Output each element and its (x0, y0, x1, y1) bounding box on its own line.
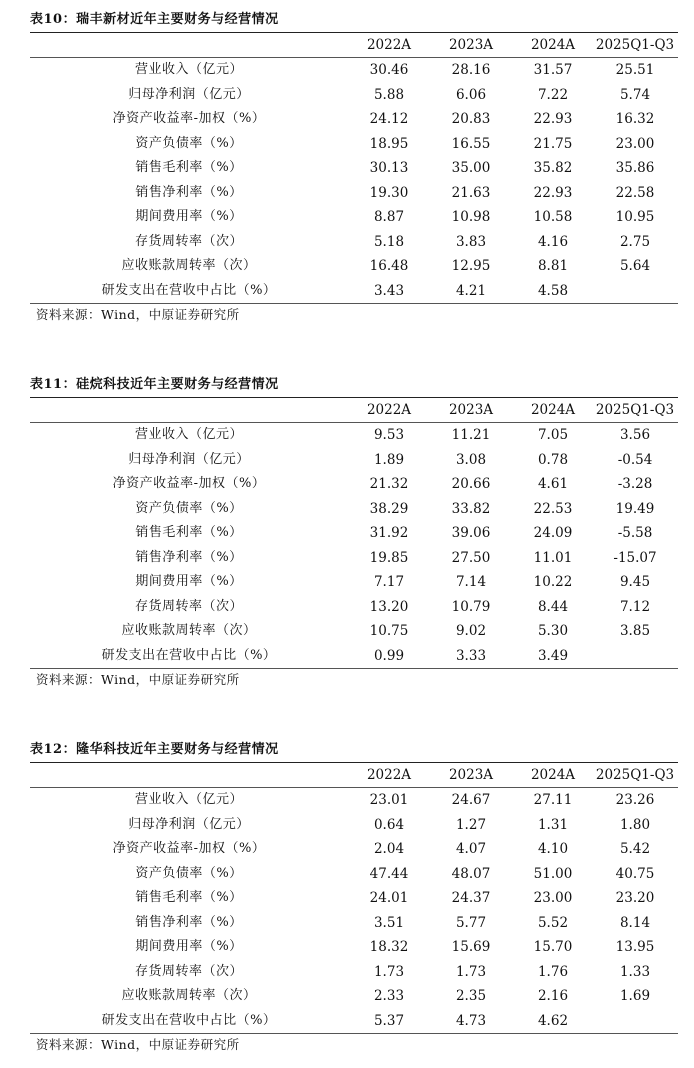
table-row (30, 862, 678, 887)
table-cell: -3.28 (617, 476, 653, 492)
header-2025q1-q3: 2025Q1-Q3 (595, 37, 675, 53)
row-label: 归母净利润（亿元） (128, 451, 250, 467)
table-header-row (30, 398, 678, 422)
table-body (30, 423, 678, 668)
table-cell: 35.82 (533, 160, 573, 176)
table-cell: 22.53 (533, 500, 573, 517)
table-cell: 5.30 (537, 623, 569, 639)
table-cell: 1.89 (373, 451, 405, 468)
row-label: 归母净利润（亿元） (128, 86, 250, 102)
table-cell: 13.20 (369, 598, 409, 615)
table-cell: -0.54 (617, 451, 653, 468)
table-cell: 23.20 (615, 890, 655, 906)
table-cell: 27.11 (533, 792, 573, 808)
table-cell: 19.30 (369, 184, 409, 201)
header-2025q1-q3: 2025Q1-Q3 (595, 402, 675, 418)
table-cell: 5.88 (373, 86, 405, 103)
table-cell: 1.31 (537, 816, 569, 833)
table-cell: 22.58 (615, 184, 655, 201)
row-label: 销售净利率（%） (135, 549, 243, 565)
table-cell: 7.05 (537, 427, 569, 443)
table-cell (594, 1009, 676, 1034)
table-cell: 1.33 (619, 963, 651, 980)
table-cell: 30.13 (369, 160, 409, 176)
row-label: 销售净利率（%） (135, 184, 243, 200)
row-label: 应收账款周转率（次） (121, 988, 257, 1003)
header-2023a: 2023A (448, 767, 494, 783)
table-cell: 3.08 (455, 451, 487, 468)
table-cell: 23.01 (369, 792, 409, 808)
table-cell: 1.80 (619, 816, 651, 833)
table-row (30, 521, 678, 546)
table-cell: 48.07 (451, 865, 491, 882)
table-cell: 8.14 (619, 914, 651, 931)
header-2024a: 2024A (530, 402, 576, 418)
table-cell: 15.70 (533, 939, 573, 955)
table-cell: 24.09 (533, 525, 573, 541)
table-row (30, 156, 678, 181)
row-label: 净资产收益率-加权（%） (112, 111, 266, 126)
header-2025q1-q3: 2025Q1-Q3 (595, 767, 675, 783)
table-cell: 2.33 (373, 988, 405, 1004)
table-11 (30, 373, 678, 691)
table-cell: 22.93 (533, 111, 573, 127)
table-cell: 24.67 (451, 792, 491, 808)
table-cell: 19.85 (369, 549, 409, 566)
row-label: 销售毛利率（%） (135, 890, 243, 905)
table-row (30, 546, 678, 571)
table-row (30, 619, 678, 644)
table-cell: 7.22 (537, 86, 569, 103)
table-cell: 12.95 (451, 258, 491, 274)
table-cell: 27.50 (451, 549, 491, 566)
table-cell: 5.18 (373, 233, 405, 250)
table-cell: 8.81 (537, 258, 569, 274)
table-header-row (30, 33, 678, 57)
table-cell: 4.21 (455, 282, 487, 299)
table-cell: -5.58 (617, 525, 653, 541)
table-cell: 19.49 (615, 500, 655, 517)
table-12 (30, 738, 678, 1056)
table-cell: 30.46 (369, 62, 409, 78)
table-cell: 4.61 (537, 476, 569, 492)
table-cell: 3.51 (373, 914, 405, 931)
table-cell: 23.00 (615, 135, 655, 152)
row-label: 资产负债率（%） (135, 865, 243, 881)
table-cell: 18.32 (369, 939, 409, 955)
table-title: 表10：瑞丰新材近年主要财务与经营情况 (30, 12, 279, 27)
table-cell: 4.73 (455, 1012, 487, 1029)
table-cell: 2.04 (373, 841, 405, 857)
header-2023a: 2023A (448, 402, 494, 418)
table-cell: 9.53 (373, 427, 405, 443)
table-cell: 20.66 (451, 476, 491, 492)
table-cell: 21.75 (533, 135, 573, 152)
table-cell: 1.69 (619, 988, 651, 1004)
table-cell: 4.58 (537, 282, 569, 299)
table-cell: 3.33 (455, 647, 487, 664)
table-source: 资料来源：Wind，中原证券研究所 (36, 672, 240, 687)
table-cell: 5.64 (619, 258, 651, 274)
table-cell: 9.02 (455, 623, 487, 639)
table-cell: 47.44 (369, 865, 409, 882)
table-cell: 21.63 (451, 184, 491, 201)
table-cell: 38.29 (369, 500, 409, 517)
row-label: 资产负债率（%） (135, 135, 243, 151)
row-label: 研发支出在营收中占比（%） (101, 647, 277, 663)
row-label: 资产负债率（%） (135, 500, 243, 516)
row-label: 研发支出在营收中占比（%） (101, 282, 277, 298)
table-row (30, 83, 678, 108)
table-header-row (30, 763, 678, 787)
table-row (30, 570, 678, 595)
table-row (30, 254, 678, 279)
table-cell: 35.86 (615, 160, 655, 176)
table-cell: 4.07 (455, 841, 487, 857)
table-cell: 5.37 (373, 1012, 405, 1029)
table-row (30, 837, 678, 862)
table-cell: 3.83 (455, 233, 487, 250)
table-row (30, 107, 678, 132)
table-cell: 21.32 (369, 476, 409, 492)
table-source: 资料来源：Wind，中原证券研究所 (36, 307, 240, 322)
row-label: 存货周转率（次） (134, 963, 243, 979)
table-row (30, 205, 678, 230)
table-cell: 16.48 (369, 258, 409, 274)
table-cell: 31.92 (369, 525, 409, 541)
table-row (30, 472, 678, 497)
table-cell: 16.32 (615, 111, 655, 127)
table-cell: 1.73 (373, 963, 405, 980)
table-row (30, 595, 678, 620)
table-cell: 39.06 (451, 525, 491, 541)
table-cell: 35.00 (451, 160, 491, 176)
table-body (30, 788, 678, 1033)
table-row (30, 58, 678, 83)
table-row (30, 911, 678, 936)
row-label: 归母净利润（亿元） (128, 816, 250, 832)
header-2024a: 2024A (530, 37, 576, 53)
table-row (30, 181, 678, 206)
table-cell: 0.78 (537, 451, 569, 468)
table-cell: 20.83 (451, 111, 491, 127)
table-cell: 18.95 (369, 135, 409, 152)
table-row (30, 230, 678, 255)
table-cell: 24.01 (369, 890, 409, 906)
table-cell: 6.06 (455, 86, 487, 103)
header-2023a: 2023A (448, 37, 494, 53)
table-cell: 10.98 (451, 209, 491, 225)
header-2022a: 2022A (366, 37, 412, 53)
row-label: 营业收入（亿元） (134, 427, 243, 442)
header-blank (30, 763, 348, 787)
table-cell: 25.51 (615, 62, 655, 78)
table-cell: 4.62 (537, 1012, 569, 1029)
table-body (30, 58, 678, 303)
table-cell: 5.52 (537, 914, 569, 931)
table-cell: 51.00 (533, 865, 573, 882)
row-label: 应收账款周转率（次） (121, 623, 257, 638)
row-label: 研发支出在营收中占比（%） (101, 1012, 277, 1028)
table-cell: 22.93 (533, 184, 573, 201)
table-row (30, 935, 678, 960)
table-cell: 3.85 (619, 623, 651, 639)
table-row (30, 984, 678, 1009)
row-label: 期间费用率（%） (135, 209, 243, 224)
table-cell (594, 279, 676, 304)
table-title: 表11：硅烷科技近年主要财务与经营情况 (30, 377, 279, 392)
table-cell: 23.26 (615, 792, 655, 808)
table-cell: 33.82 (451, 500, 491, 517)
table-cell: 2.35 (455, 988, 487, 1004)
table-cell: 15.69 (451, 939, 491, 955)
table-cell: 1.73 (455, 963, 487, 980)
table-cell: 11.01 (533, 549, 573, 566)
table-cell: 16.55 (451, 135, 491, 152)
table-cell: 4.10 (537, 841, 569, 857)
row-label: 净资产收益率-加权（%） (112, 476, 266, 491)
table-row (30, 423, 678, 448)
table-row (30, 886, 678, 911)
row-label: 营业收入（亿元） (134, 62, 243, 77)
table-cell: 1.27 (455, 816, 487, 833)
table-cell (594, 644, 676, 669)
table-cell: 3.49 (537, 647, 569, 664)
table-cell: 7.17 (373, 574, 405, 590)
row-label: 应收账款周转率（次） (121, 258, 257, 273)
table-cell: 10.95 (615, 209, 655, 225)
table-cell: 10.79 (451, 598, 491, 615)
header-2024a: 2024A (530, 767, 576, 783)
header-blank (30, 33, 348, 57)
table-cell: -15.07 (613, 549, 657, 566)
table-cell: 7.12 (619, 598, 651, 615)
table-cell: 0.64 (373, 816, 405, 833)
table-row (30, 132, 678, 157)
table-cell: 31.57 (533, 62, 573, 78)
table-cell: 0.99 (373, 647, 405, 664)
row-label: 期间费用率（%） (135, 939, 243, 954)
table-cell: 24.37 (451, 890, 491, 906)
table-cell: 40.75 (615, 865, 655, 882)
table-row (30, 448, 678, 473)
table-cell: 5.77 (455, 914, 487, 931)
header-2022a: 2022A (366, 402, 412, 418)
table-row (30, 497, 678, 522)
table-cell: 1.76 (537, 963, 569, 980)
table-cell: 10.22 (533, 574, 573, 590)
table-cell: 2.16 (537, 988, 569, 1004)
table-row (30, 1009, 678, 1034)
table-title: 表12：隆华科技近年主要财务与经营情况 (30, 742, 279, 757)
table-cell: 23.00 (533, 890, 573, 906)
table-row (30, 788, 678, 813)
table-cell: 5.74 (619, 86, 651, 103)
table-source: 资料来源：Wind，中原证券研究所 (36, 1037, 240, 1052)
table-cell: 5.42 (619, 841, 651, 857)
table-cell: 3.43 (373, 282, 405, 299)
table-row (30, 279, 678, 304)
row-label: 期间费用率（%） (135, 574, 243, 589)
table-cell: 9.45 (619, 574, 651, 590)
row-label: 销售净利率（%） (135, 914, 243, 930)
table-row (30, 644, 678, 669)
table-cell: 11.21 (451, 427, 491, 443)
table-cell: 10.75 (369, 623, 409, 639)
row-label: 销售毛利率（%） (135, 160, 243, 175)
table-cell: 8.44 (537, 598, 569, 615)
table-cell: 28.16 (451, 62, 491, 78)
table-cell: 7.14 (455, 574, 487, 590)
table-10 (30, 8, 678, 326)
header-blank (30, 398, 348, 422)
row-label: 净资产收益率-加权（%） (112, 841, 266, 856)
row-label: 营业收入（亿元） (134, 792, 243, 807)
table-cell: 2.75 (619, 233, 651, 250)
row-label: 存货周转率（次） (134, 598, 243, 614)
table-row (30, 960, 678, 985)
header-2022a: 2022A (366, 767, 412, 783)
table-row (30, 813, 678, 838)
row-label: 存货周转率（次） (134, 233, 243, 249)
table-cell: 3.56 (619, 427, 651, 443)
table-cell: 10.58 (533, 209, 573, 225)
table-cell: 8.87 (373, 209, 405, 225)
table-cell: 4.16 (537, 233, 569, 250)
table-cell: 13.95 (615, 939, 655, 955)
table-cell: 24.12 (369, 111, 409, 127)
row-label: 销售毛利率（%） (135, 525, 243, 540)
